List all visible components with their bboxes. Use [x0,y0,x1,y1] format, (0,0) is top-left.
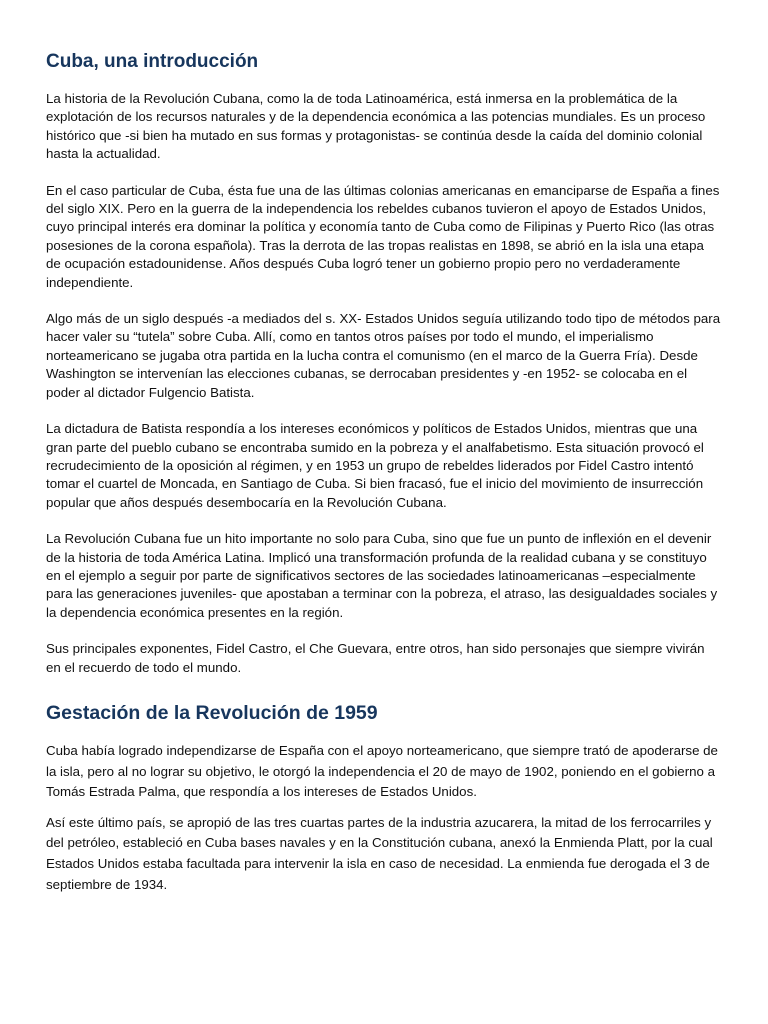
paragraph: En el caso particular de Cuba, ésta fue una de las últimas colonias americanas en emanciparse de España a fines del siglo XIX. Pero en la guerra de la independencia los rebeldes cubanos tuvieron el apoyo de Estados Unidos, cuyo principal interés era dominar la política y economía tanto de Cuba como de Filipinas y Puerto Rico (las otras posesiones de la corona española). Tras la derrota de las tropas realistas en 1898, se abrió en la isla una etapa de ocupación estadounidense. Años después Cuba logró tener un gobierno propio pero no verdaderamente independiente. [46,182,720,290]
paragraph: La historia de la Revolución Cubana, como la de toda Latinoamérica, está inmersa en la problemática de la explotación de los recursos naturales y de la dependencia económica a las potencias mundiales. Es un proceso histórico que -si bien ha mutado en sus formas y protagonistas- se continúa desde la caída del dominio colonial hasta la actualidad. [46,91,706,162]
paragraph: Algo más de un siglo después -a mediados del s. XX- Estados Unidos seguía utilizando todo tipo de métodos para hacer valer su “tutela” sobre Cuba. Allí, como en tantos otros países por todo el mundo, el imperialismo norteamericano se jugaba otra partida en la lucha contra el comunismo (en el marco de la Guerra Fría). Desde Washington se intervenían las elecciones cubanas, se derrocaban presidentes y -en 1952- se colocaba en el poder al dictador Fulgencio Batista. [46,311,721,400]
paragraph: Así este último país, se apropió de las tres cuartas partes de la industria azucarera, la mitad de los ferrocarriles y del petróleo, estableció en Cuba bases navales y en la Constitución cubana, anexó la Enmienda Platt, por la cual Estados Unidos estaba facultada para intervenir la isla en caso de necesidad. La enmienda fue derogada el 3 de septiembre de 1934. [46,814,713,892]
section-gestacion [46,701,722,895]
section-title: Gestación de la Revolución de 1959 [46,701,378,724]
paragraph: La Revolución Cubana fue un hito importante no solo para Cuba, sino que fue un punto de inflexión en el devenir de la historia de toda América Latina. Implicó una transformación profunda de la realidad cubana y se constituyo en el ejemplo a seguir por parte de significativos sectores de las sociedades latinoamericanas –especialmente para las generaciones juveniles- que apostaban a terminar con la pobreza, el atraso, las desigualdades sociales y la dependencia económica presentes en la región. [46,531,718,620]
paragraph: Sus principales exponentes, Fidel Castro, el Che Guevara, entre otros, han sido personajes que siempre vivirán en el recuerdo de todo el mundo. [46,641,705,675]
paragraph: Cuba había logrado independizarse de España con el apoyo norteamericano, que siempre trató de apoderarse de la isla, pero al no lograr su objetivo, le otorgó la independencia el 20 de mayo de 1902, poniendo en el gobierno a Tomás Estrada Palma, que respondía a los intereses de Estados Unidos. [46,742,718,800]
section-introduccion [46,50,722,677]
paragraph: La dictadura de Batista respondía a los intereses económicos y políticos de Estados Unidos, mientras que una gran parte del pueblo cubano se encontraba sumido en la pobreza y el analfabetismo. Esta situación provocó el recrudecimiento de la oposición al régimen, y en 1953 un grupo de rebeldes liderados por Fidel Castro intentó tomar el cuartel de Moncada, en Santiago de Cuba. Si bien fracasó, fue el inicio del movimiento de insurrección popular que años después desembocaría en la Revolución Cubana. [46,421,704,510]
section-title: Cuba, una introducción [46,51,259,72]
